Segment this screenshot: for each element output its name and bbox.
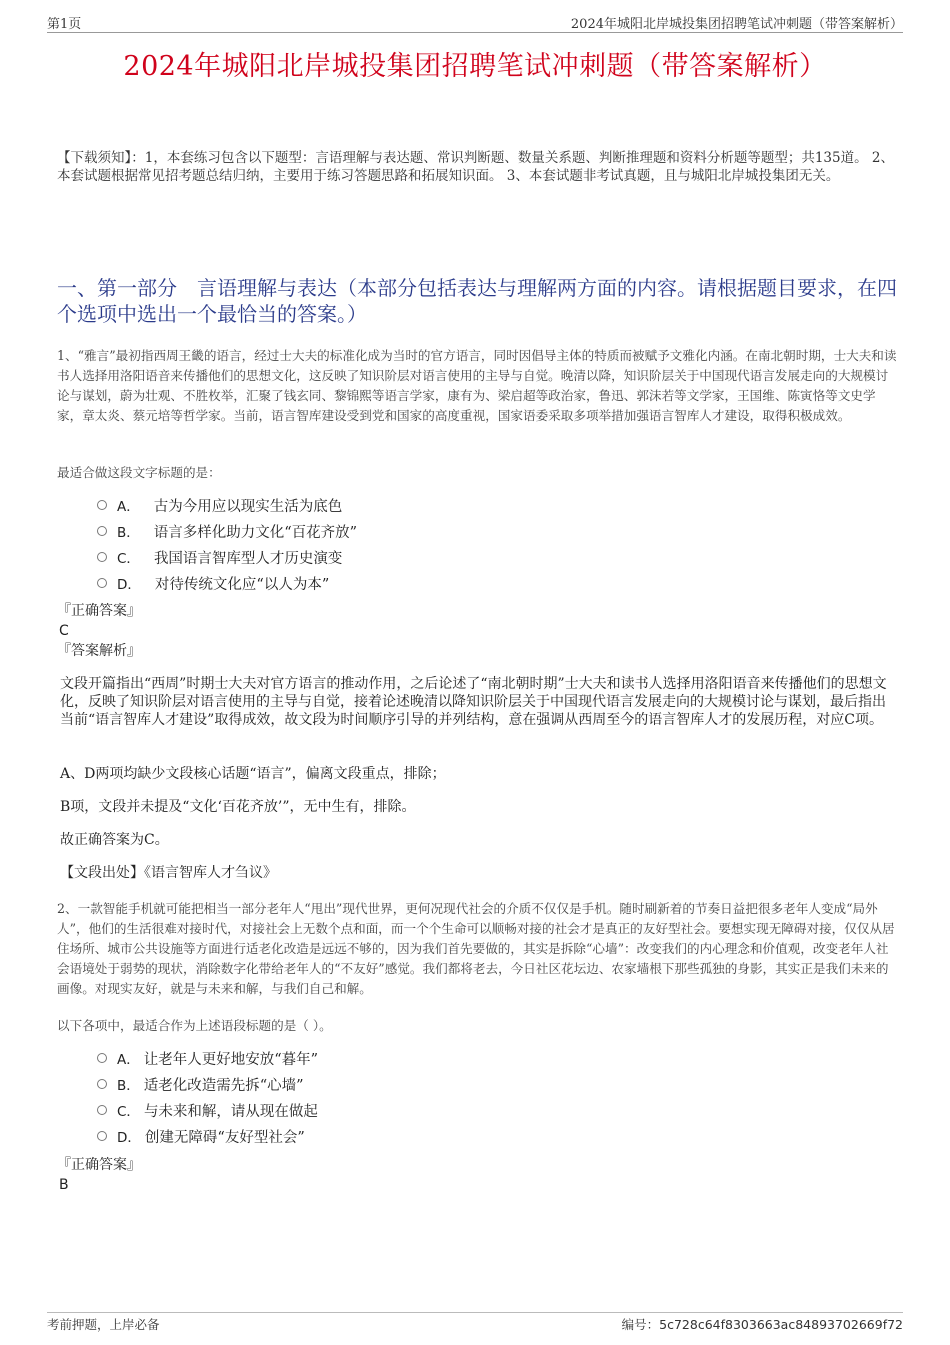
question-1-answer <box>57 601 899 661</box>
option-a[interactable]: A． 古为今用应以现实生活为底色 <box>57 492 899 518</box>
analysis-paragraph: B项，文段并未提及“文化‘百花齐放’”，无中生有，排除。 <box>60 799 416 815</box>
option-c[interactable]: C． 与未来和解，请从现在做起 <box>57 1097 899 1123</box>
question-2-options <box>57 1045 899 1149</box>
answer-label: 『正确答案』 <box>57 1157 141 1173</box>
question-1-ask: 最适合做这段文字标题的是： <box>57 465 221 480</box>
radio-icon[interactable] <box>97 1053 107 1063</box>
question-1 <box>57 346 899 426</box>
analysis-line-3-wrap <box>57 798 899 816</box>
answer-label: 『正确答案』 <box>57 603 141 619</box>
question-1-ask-wrap <box>57 462 899 481</box>
radio-icon[interactable] <box>97 552 107 562</box>
radio-icon[interactable] <box>97 1131 107 1141</box>
question-1-stem: 1、“雅言”最初指西周王畿的语言，经过士大夫的标准化成为当时的官方语言，同时因倡导主体的特质而被赋予文雅化内涵。在南北朝时期，士大夫和读书人选择用洛阳语音来传播他们的思想文化，这反映了知识阶层对语言使用的主导与自觉。晚清以降，知识阶层关于中国现代语言发展走向的大规模讨论与谋划，蔚为壮观、不胜枚举，汇聚了钱玄同、黎锦熙等语言学家，康有为、梁启超等政治家，鲁迅、郭沫若等文学家，王国维、陈寅恪等文史学家，章太炎、蔡元培等哲学家。当前，语言智库建设受到党和国家的高度重视，国家语委采取多项举措加强语言智库人才建设，取得积极成效。 <box>57 348 897 423</box>
footer-code-label: 编号： <box>621 1317 660 1332</box>
question-2-stem: 2、一款智能手机就可能把相当一部分老年人“甩出”现代世界，更何况现代社会的介质不仅仅是手机。随时刷新着的节奏日益把很多老年人变成“局外人”，他们的生活很难对接时代，对接社会上无数个点和面，而一个个生命可以顺畅对接的社会才是真正的友好型社会。要想实现无障碍对接，仅仅从居住场所、城市公共设施等方面进行适老化改造是远远不够的，因为我们首先要做的，其实是拆除“心墙”：改变我们的内心理念和价值观，改变老年人社会语境处于弱势的现状，消除数字化带给老年人的“不友好”感觉。我们都将老去，今日社区花坛边、农家墙根下那些孤独的身影，其实正是我们未来的画像。对现实友好，就是与未来和解，与我们自己和解。 <box>57 901 895 996</box>
header-doc-name: 2024年城阳北岸城投集团招聘笔试冲刺题（带答案解析） <box>570 16 903 32</box>
radio-icon[interactable] <box>97 500 107 510</box>
question-2-answer <box>57 1155 899 1195</box>
radio-icon[interactable] <box>97 578 107 588</box>
option-d[interactable]: D． 创建无障碍“友好型社会” <box>57 1123 899 1149</box>
radio-icon[interactable] <box>97 526 107 536</box>
option-d[interactable]: D． 对待传统文化应“以人为本” <box>57 570 899 596</box>
section-title: 一、第一部分 言语理解与表达（本部分包括表达与理解两方面的内容。请根据题目要求，在四个选项中选出一个最恰当的答案。） <box>57 276 897 326</box>
answer-value: C <box>59 623 69 639</box>
analysis-line-4-wrap <box>57 831 899 849</box>
document-title: 2024年城阳北岸城投集团招聘笔试冲刺题（带答案解析） <box>123 51 827 82</box>
download-notice: 【下载须知】：1，本套练习包含以下题型：言语理解与表达题、常识判断题、数量关系题、判断推理题和资料分析题等题型；共135道。 2、本套试题根据常见招考题总结归纳，主要用于练习答题思路和拓展知识面。 3、本套试题非考试真题，且与城阳北岸城投集团无关。 <box>57 150 894 184</box>
page-number: 第1页 <box>47 16 82 32</box>
page-header <box>47 12 903 33</box>
analysis-label: 『答案解析』 <box>57 643 141 659</box>
footer-code-value: 5c728c64f8303663ac84893702669f72 <box>659 1317 903 1332</box>
analysis-paragraph: A、D两项均缺少文段核心话题“语言”，偏离文段重点，排除； <box>60 766 446 782</box>
analysis-line-2-wrap <box>57 765 899 783</box>
question-2-ask: 以下各项中，最适合作为上述语段标题的是（ ）。 <box>57 1018 332 1033</box>
option-b[interactable]: B． 语言多样化助力文化“百花齐放” <box>57 518 899 544</box>
page-footer <box>47 1312 903 1333</box>
question-1-analysis <box>57 675 899 729</box>
source-wrap <box>57 864 899 882</box>
option-b[interactable]: B． 适老化改造需先拆“心墙” <box>57 1071 899 1097</box>
footer-slogan: 考前押题，上岸必备 <box>47 1317 160 1332</box>
option-a[interactable]: A． 让老年人更好地安放“暮年” <box>57 1045 899 1071</box>
question-2-ask-wrap <box>57 1015 899 1034</box>
answer-value: B <box>59 1177 69 1193</box>
radio-icon[interactable] <box>97 1079 107 1089</box>
footer-code <box>622 1315 903 1333</box>
question-1-options <box>57 492 899 596</box>
analysis-paragraph: 故正确答案为C。 <box>60 832 169 848</box>
passage-source: 【文段出处】《语言智库人才刍议》 <box>60 865 277 881</box>
radio-icon[interactable] <box>97 1105 107 1115</box>
option-c[interactable]: C． 我国语言智库型人才历史演变 <box>57 544 899 570</box>
analysis-paragraph: 文段开篇指出“西周”时期士大夫对官方语言的推动作用，之后论述了“南北朝时期”士大夫和读书人选择用洛阳语音来传播他们的思想文化，反映了知识阶层对语言使用的主导与自觉，接着论述晚清以降知识阶层关于中国现代语言发展走向的大规模讨论与谋划，最后指出当前“语言智库人才建设”取得成效，故文段为时间顺序引导的并列结构，意在强调从西周至今的语言智库人才的发展历程，对应C项。 <box>60 676 887 728</box>
question-2 <box>57 899 899 999</box>
